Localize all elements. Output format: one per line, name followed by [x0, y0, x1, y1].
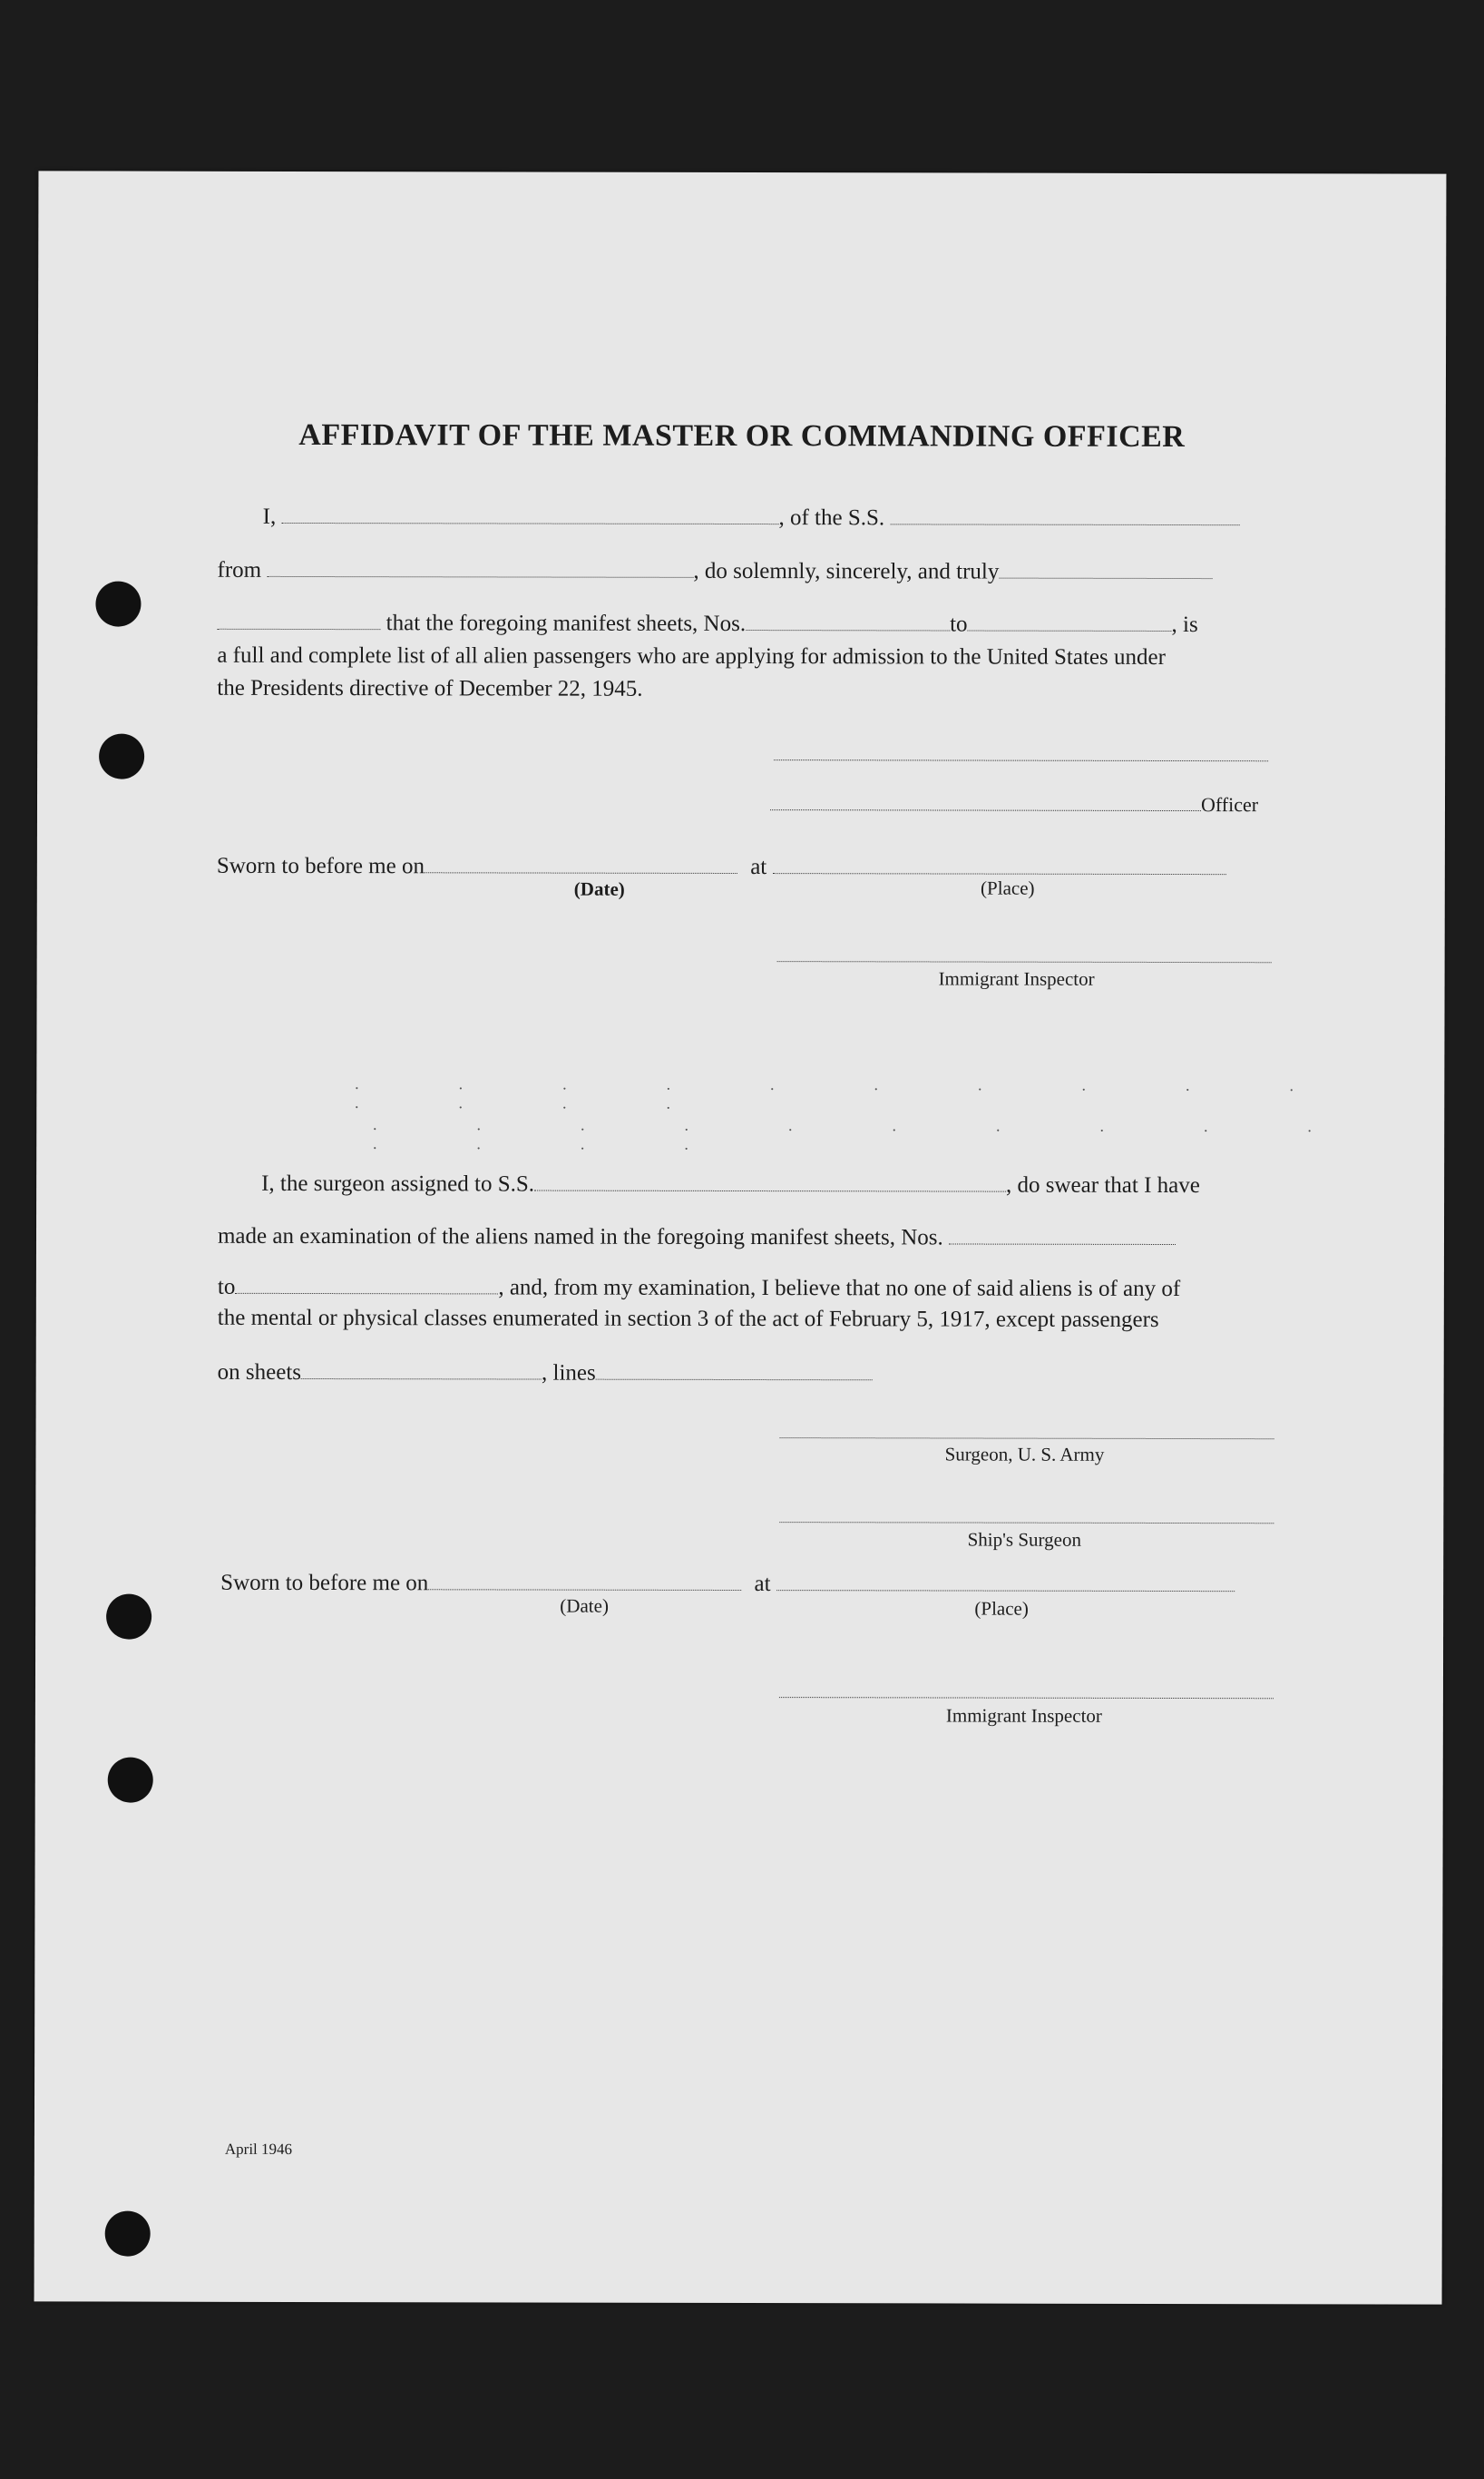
master-from-field[interactable]: [267, 556, 693, 578]
place-caption: (Place): [974, 1597, 1029, 1620]
master-swear-field[interactable]: [999, 558, 1212, 579]
text: , do solemnly, sincerely, and truly: [693, 558, 1000, 584]
surgeon-inspector-signature-line[interactable]: [779, 1695, 1274, 1699]
surgeon-nos-to-field[interactable]: [235, 1273, 498, 1295]
document-title: AFFIDAVIT OF THE MASTER OR COMMANDING OFFICER: [298, 417, 1186, 455]
punch-hole: [95, 582, 141, 627]
master-line-2: [218, 556, 1213, 585]
surgeon-line-5: [218, 1358, 873, 1387]
inspector-signature-line[interactable]: [777, 959, 1272, 963]
surgeon-date-field[interactable]: [428, 1569, 741, 1591]
form-date: April 1946: [224, 2140, 293, 2158]
surgeon-inspector-caption: Immigrant Inspector: [945, 1704, 1102, 1727]
master-nos-to-field[interactable]: [968, 611, 1172, 632]
text: I, the surgeon assigned to S.S.: [261, 1171, 535, 1197]
master-place-field[interactable]: [773, 853, 1226, 875]
officer-label: Officer: [1200, 793, 1259, 817]
master-line-3: [217, 609, 1197, 638]
master-line-5: the Presidents directive of December 22, 1945.: [217, 675, 643, 701]
text: Sworn to before me on: [216, 853, 425, 879]
date-caption: (Date): [573, 877, 625, 900]
ship-surgeon-signature-line[interactable]: [779, 1520, 1274, 1524]
punch-hole: [105, 2211, 151, 2257]
text: to: [950, 612, 968, 637]
army-surgeon-signature-line[interactable]: [780, 1435, 1274, 1439]
officer-signature-field[interactable]: [770, 789, 1201, 811]
surgeon-nos-from-field[interactable]: [949, 1223, 1176, 1245]
signature-line[interactable]: [774, 758, 1268, 761]
text: , of the S.S.: [778, 505, 885, 531]
master-date-field[interactable]: [425, 852, 737, 874]
officer-signature: [770, 789, 1258, 818]
text: , and, from my examination, I believe that no one of said aliens is of any of: [498, 1275, 1181, 1302]
text: on sheets: [217, 1359, 302, 1385]
army-surgeon-caption: Surgeon, U. S. Army: [944, 1443, 1105, 1465]
master-name-field[interactable]: [281, 503, 778, 524]
separator-dots: · · · · · · · · · · · · · ·: [372, 1120, 1360, 1158]
affidavit-page: [34, 171, 1447, 2304]
text: , lines: [542, 1360, 596, 1386]
text: to: [217, 1274, 236, 1299]
inspector-caption: Immigrant Inspector: [938, 967, 1095, 990]
surgeon-sheets-field[interactable]: [301, 1358, 542, 1380]
surgeon-sworn-line: [220, 1569, 1235, 1598]
surgeon-line-1: [261, 1170, 1200, 1199]
master-verb-field[interactable]: [217, 609, 380, 630]
text: Sworn to before me on: [220, 1570, 429, 1596]
surgeon-line-3: [218, 1273, 1180, 1302]
separator-dots: · · · · · · · · · · · · · ·: [354, 1079, 1342, 1117]
ship-surgeon-caption: Ship's Surgeon: [967, 1528, 1082, 1551]
place-caption: (Place): [981, 877, 1035, 899]
master-sworn-line: [217, 852, 1226, 881]
surgeon-line-4: the mental or physical classes enumerated in section 3 of the act of February 5, 1917, except passengers: [217, 1305, 1159, 1332]
master-line-1: [263, 503, 1240, 532]
text: made an examination of the aliens named in the foregoing manifest sheets, Nos.: [217, 1223, 943, 1250]
punch-hole: [106, 1594, 151, 1640]
master-nos-from-field[interactable]: [746, 610, 950, 631]
surgeon-ship-field[interactable]: [534, 1171, 1006, 1192]
surgeon-line-2: [218, 1222, 1176, 1251]
surgeon-place-field[interactable]: [776, 1570, 1235, 1592]
text: at: [750, 855, 767, 880]
punch-hole: [99, 734, 144, 779]
master-line-4: a full and complete list of all alien passengers who are applying for admission to the United States under: [217, 642, 1166, 670]
text: at: [754, 1572, 771, 1597]
text: that the foregoing manifest sheets, Nos.: [386, 611, 747, 637]
date-caption: (Date): [560, 1594, 609, 1617]
text: from: [217, 557, 262, 583]
surgeon-lines-field[interactable]: [596, 1359, 873, 1381]
text: , do swear that I have: [1006, 1172, 1200, 1199]
master-ship-field[interactable]: [890, 504, 1239, 525]
text: I,: [262, 504, 277, 529]
punch-hole: [108, 1758, 153, 1803]
text: , is: [1171, 612, 1198, 638]
